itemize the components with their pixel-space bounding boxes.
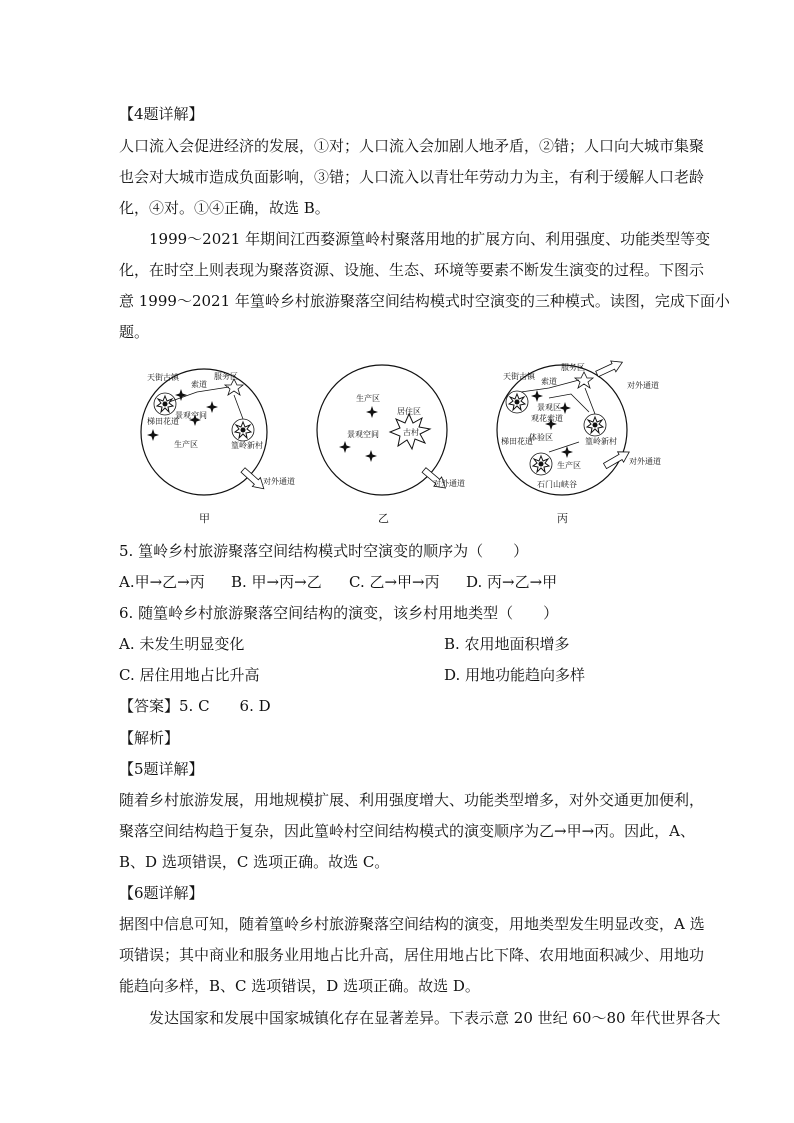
q6-option-b: B. 农用地面积增多 [444, 635, 570, 653]
intro-line-4: 题。 [119, 323, 150, 341]
q4-line-1: 人口流入会促进经济的发展，①对；人口流入会加剧人地矛盾，②错；人口向大城市集聚 [119, 137, 705, 155]
q6-option-d: D. 用地功能趋向多样 [444, 666, 586, 684]
q6-option-a: A. 未发生明显变化 [119, 635, 245, 653]
exit-arrow-icon [594, 357, 624, 380]
bing-production: 生产区 [557, 461, 581, 470]
panel-bing [497, 357, 661, 525]
bing-experience: 体验区 [529, 433, 553, 442]
answer-line: 【答案】5. C 6. D [119, 697, 271, 715]
q5-option-d: D. 丙→乙→甲 [466, 573, 558, 591]
caption-jia: 甲 [199, 512, 210, 525]
q6-detail-line-3: 能趋向多样，B、C 选项错误，D 选项正确。故选 D。 [119, 977, 480, 995]
analysis-heading: 【解析】 [119, 729, 180, 747]
intro-line-3: 意 1999～2021 年篁岭乡村旅游聚落空间结构模式时空演变的三种模式。读图，完成下面小 [119, 292, 730, 310]
exit-arrow-icon [602, 447, 632, 471]
jia-new-village: 篁岭新村 [231, 441, 263, 450]
yi-scenic: 景观空间 [347, 430, 379, 439]
intro-line-1: 1999～2021 年期间江西婺源篁岭村聚落用地的扩展方向、利用强度、功能类型等变 [149, 230, 711, 248]
yi-production: 生产区 [356, 394, 380, 403]
bing-service: 服务区 [561, 363, 585, 372]
bing-ancient-town: 天街古镇 [503, 372, 535, 381]
burst-icon [506, 391, 528, 413]
yi-exit: 对外通道 [433, 479, 465, 488]
settlement-structure-diagram [139, 352, 669, 527]
q6-detail-heading: 【6题详解】 [119, 884, 204, 902]
bing-new-village: 篁岭新村 [585, 437, 617, 446]
q5-option-c: C. 乙→甲→丙 [349, 573, 440, 591]
jia-service: 服务区 [214, 372, 238, 381]
jia-ancient-town: 天街古镇 [147, 373, 179, 382]
q5-detail-line-2: 聚落空间结构趋于复杂，因此篁岭村空间结构模式的演变顺序为乙→甲→丙。因此，A、 [119, 822, 695, 840]
q5-detail-heading: 【5题详解】 [119, 760, 204, 778]
q5-option-a: A.甲→乙→丙 [119, 573, 205, 591]
bing-flower-ropeway: 观花索道 [531, 414, 563, 423]
q6-stem: 6. 随篁岭乡村旅游聚落空间结构的演变，该乡村用地类型（ ） [119, 604, 559, 622]
q5-option-b: B. 甲→丙→乙 [231, 573, 322, 591]
q6-option-c: C. 居住用地占比升高 [119, 666, 260, 684]
burst-icon [154, 393, 176, 415]
intro-line-2: 化，在时空上则表现为聚落资源、设施、生态、环境等要素不断发生演变的过程。下图示 [119, 261, 705, 279]
bing-exit-top: 对外通道 [627, 381, 659, 390]
q6-detail-line-2: 项错误；其中商业和服务业用地占比升高，居住用地占比下降、农用地面积减少、用地功 [119, 946, 705, 964]
q4-heading: 【4题详解】 [119, 105, 204, 123]
burst-icon [232, 419, 254, 441]
jia-terrace: 梯田花道 [147, 417, 179, 426]
burst-icon [584, 414, 606, 436]
bing-scenic: 景观区 [537, 403, 561, 412]
q4-line-3: 化，④对。①④正确，故选 B。 [119, 199, 330, 217]
burst-icon [530, 453, 552, 475]
caption-bing: 丙 [557, 512, 568, 525]
bing-terrace: 梯田花道 [501, 437, 533, 446]
q5-stem: 5. 篁岭乡村旅游聚落空间结构模式时空演变的顺序为（ ） [119, 542, 529, 560]
bing-canyon: 石门山峡谷 [537, 480, 577, 489]
caption-yi: 乙 [378, 512, 389, 525]
q4-line-2: 也会对大城市造成负面影响，③错；人口流入以青壮年劳动力为主，有利于缓解人口老龄 [119, 168, 705, 186]
jia-exit: 对外通道 [263, 477, 295, 486]
jia-ropeway: 索道 [191, 380, 207, 389]
jia-scenic: 景观空间 [175, 411, 207, 420]
yi-old-village: 古村 [403, 428, 419, 437]
panel-jia [141, 369, 295, 525]
next-intro-line: 发达国家和发展中国家城镇化存在显著差异。下表示意 20 世纪 60～80 年代世界各大 [149, 1009, 721, 1027]
q5-detail-line-3: B、D 选项错误，C 选项正确。故选 C。 [119, 853, 390, 871]
yi-residential: 居住区 [397, 407, 421, 416]
panel-yi [317, 365, 465, 525]
bing-ropeway: 索道 [541, 377, 557, 386]
bing-exit-bottom: 对外通道 [629, 457, 661, 466]
q6-detail-line-1: 据图中信息可知，随着篁岭乡村旅游聚落空间结构的演变，用地类型发生明显改变，A 选 [119, 915, 705, 933]
jia-production: 生产区 [174, 440, 198, 449]
q5-detail-line-1: 随着乡村旅游发展，用地规模扩展、利用强度增大、功能类型增多，对外交通更加便利， [119, 791, 705, 809]
